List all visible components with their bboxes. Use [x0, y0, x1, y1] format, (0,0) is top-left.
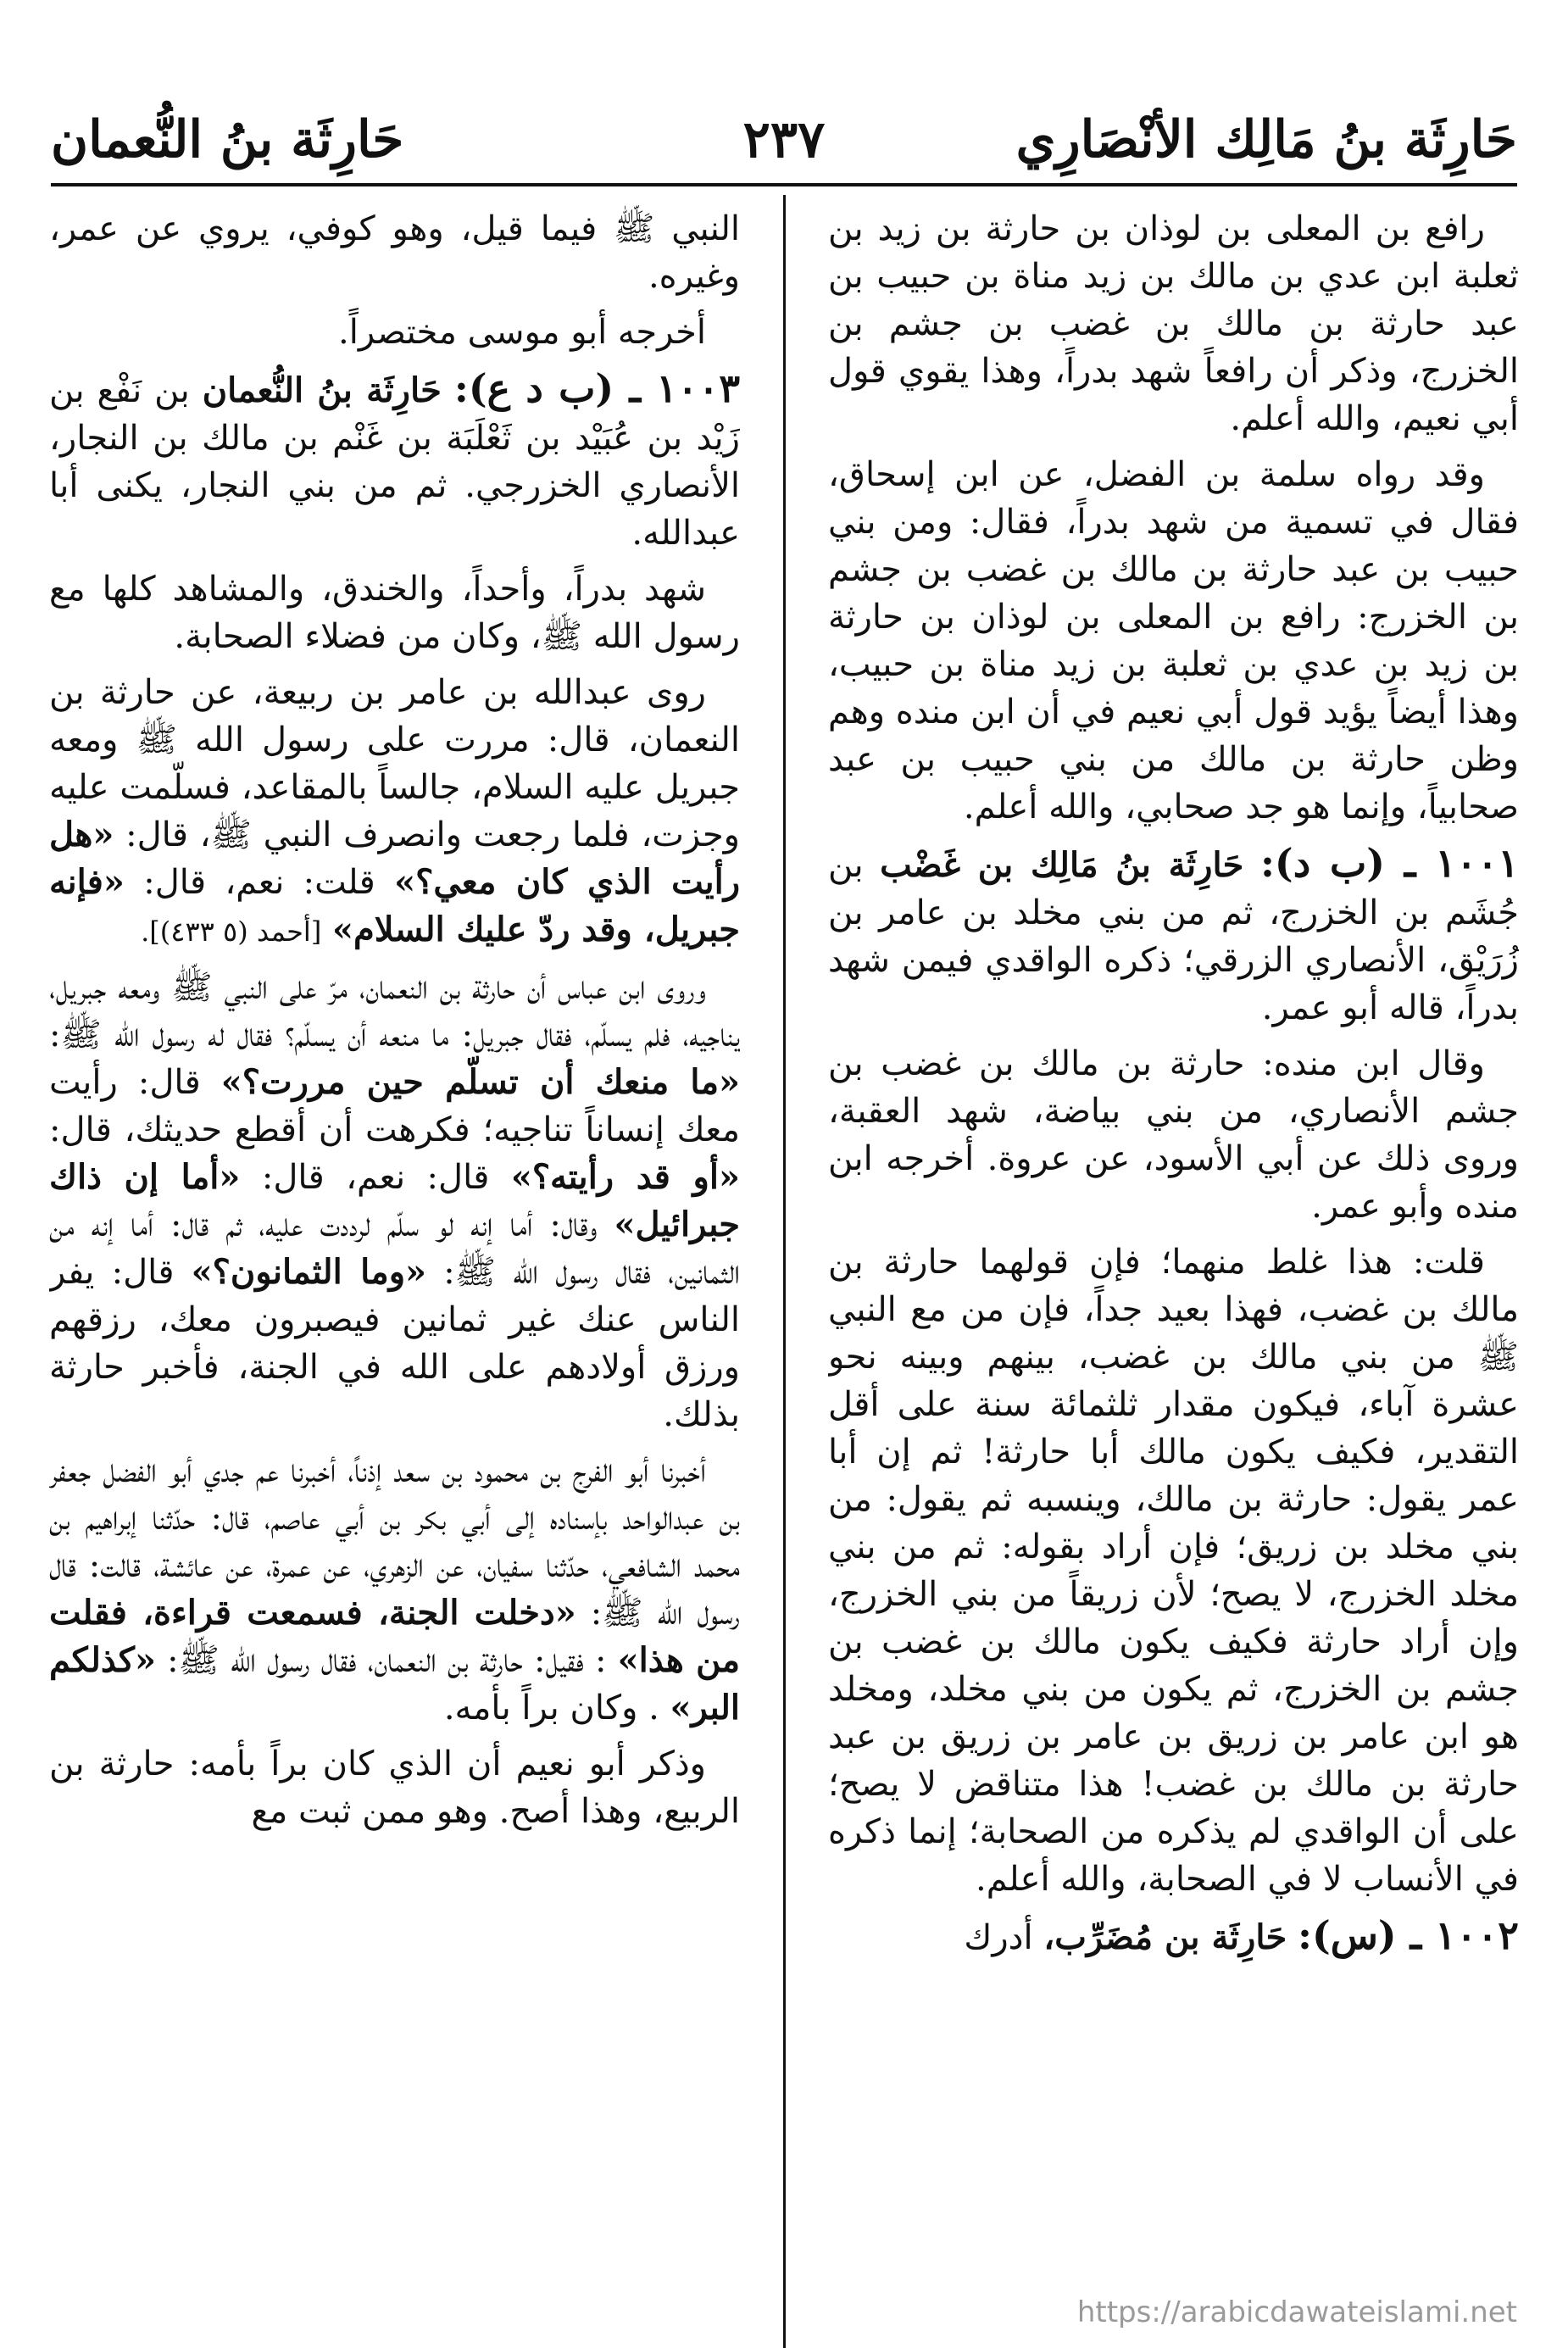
entry-name: حَارِثَة بنُ مَالِك بن غَضْب	[880, 845, 1244, 885]
entry-text: بن جُشَم بن الخزرج، ثم من بني مخلد بن عامر بن زُرَيْق، الأنصاري الزرقي؛ ذكره الواقدي فيمن شهد بدراً، قاله أبو عمر.	[828, 846, 1519, 1027]
narration-text: وروى ابن عباس أن حارثة بن النعمان، مرّ على النبي ﷺ ومعه جبريل، يناجيه، فلم يسلّم، فقال جبريل: ما منعه أن يسلّم؟ فقال له رسول الله ﷺ:	[49, 968, 740, 1054]
entry-name: حَارِثَة بنُ النُّعمان	[202, 370, 442, 410]
paragraph	[49, 669, 740, 955]
hadith-quote: «دخلت الجنة، فسمعت قراءة، فقلت من هذا»	[49, 1593, 740, 1680]
paragraph: قلت: هذا غلط منهما؛ فإن قولهما حارثة بن مالك بن غضب، فهذا بعيد جداً، فإن من مع النبي ﷺ من بني مالك بن غضب، بينهم وبينه نحو عشرة آباء، فيكون مقدار ثلثمائة سنة على أقل التقدير، فكيف يكون مالك أبا حارثة! ثم إن أبا عمر يقول: حارثة بن مالك، وينسبه ثم يقول: من بني مخلد بن زريق؛ فإن أراد بقوله: ثم من بني مخلد الخزرج، لا يصح؛ لأن زريقاً من بني الخزرج، وإن أراد حارثة فكيف يكون مالك بن غضب بن جشم بن الخزرج، ثم يكون من بني مخلد، ومخلد هو ابن عامر بن زريق بن عامر بن زريق بن عبد حارثة بن مالك بن غضب! هذا متناقض لا يصح؛ على أن الواقدي لم يذكره من الصحابة؛ إنما ذكره في الأنساب لا في الصحابة، والله أعلم.	[828, 1243, 1519, 1899]
header-left-title: حَارِثَة بنُ النُّعمان	[51, 110, 404, 170]
header-rule	[51, 183, 1517, 186]
header-right-title: حَارِثَة بنُ مَالِك الأنْصَارِي	[1015, 110, 1517, 170]
paragraph: شهد بدراً، وأحداً، والخندق، والمشاهد كلها مع رسول الله ﷺ، وكان من فضلاء الصحابة.	[49, 570, 740, 656]
hadith-quote: «أو قد رأيته؟»	[510, 1157, 740, 1197]
narration-text: روى عبدالله بن عامر بن ربيعة، عن حارثة بن النعمان، قال: مررت على رسول الله ﷺ ومعه جبريل عليه السلام، جالساً بالمقاعد، فسلّمت عليه وجزت، فلما رجعت وانصرف النبي ﷺ، قال:	[49, 673, 740, 854]
entry-text: أدرك	[964, 1918, 1033, 1957]
entry-number: ١٠٠٢ ـ (س):	[1298, 1912, 1519, 1958]
narration-text: قال: رأيت معك إنساناً تناجيه؛ فكرهت أن أقطع حديثك، قال:	[49, 1063, 740, 1149]
entry-name: حَارِثَة بن مُضَرِّب،	[1043, 1917, 1287, 1957]
narration-text: قال: نعم، قال:	[261, 1158, 490, 1197]
hadith-quote: «كذلكم البر»	[49, 1640, 740, 1728]
paragraph: وذكر أبو نعيم أن الذي كان براً بأمه: حارثة بن الربيع، وهذا أصح. وهو ممن ثبت مع	[49, 1744, 740, 1831]
narration-text: قلت: نعم، قال:	[143, 863, 375, 902]
narration-text: وقال: أما إنه لو سلّم لرددت عليه، ثم قال: أما إنه من الثمانين، فقال رسول الله ﷺ:	[49, 1205, 740, 1292]
entry-1001	[828, 839, 1519, 1032]
paragraph	[49, 1447, 740, 1732]
citation-reference: [أحمد (٥ ٤٣٣)].	[141, 915, 322, 948]
hadith-quote: «هل رأيت الذي كان معي؟»	[49, 815, 740, 902]
hadith-quote: «فإنه جبريل، وقد ردّ عليك السلام»	[49, 862, 740, 949]
entry-number: ١٠٠٣ ـ (ب د ع):	[453, 365, 740, 411]
narration-text: قال: يفر الناس عنك غير ثمانين فيصبرون معك، رزقهم ورزق أولادهم على الله في الجنة، فأخبر حارثة بذلك.	[49, 1253, 740, 1434]
running-header	[51, 93, 1517, 186]
left-column	[49, 205, 740, 2223]
page-number: ٢٣٧	[742, 110, 826, 170]
paragraph: وقال ابن منده: حارثة بن مالك بن غضب بن جشم الأنصاري، من بني بياضة، شهد العقبة، وروى ذلك عن أبي الأسود، عن عروة. أخرجه ابن منده وأبو عمر.	[828, 1044, 1519, 1226]
narration-text: أخبرنا أبو الفرج بن محمود بن سعد إذناً، أخبرنا عم جدي أبو الفضل جعفر بن عبدالواحد بإسناده إلى أبي بكر بن أبي عاصم، قال: حدّثنا إبراهيم بن محمد الشافعي، حدّثنا سفيان، عن الزهري، عن عمرة، عن عائشة، قالت: قال رسول الله ﷺ:	[49, 1451, 740, 1633]
hadith-quote: «أما إن ذاك جبرائيل»	[49, 1157, 740, 1244]
entry-1002	[828, 1911, 1519, 1961]
narration-text: : فقيل: حارثة بن النعمان، فقال رسول الله ﷺ:	[167, 1641, 607, 1680]
paragraph: أخرجه أبو موسى مختصراً.	[338, 313, 706, 352]
hadith-quote: «ما منعك أن تسلّم حين مررت؟»	[220, 1062, 740, 1102]
entry-number: ١٠٠١ ـ (ب د):	[1259, 840, 1519, 886]
paragraph: وقد رواه سلمة بن الفضل، عن ابن إسحاق، فقال في تسمية من شهد بدراً، فقال: ومن بني حبيب بن عبد حارثة بن مالك بن غضب بن جشم بن الخزرج: رافع بن المعلى بن لوذان بن حارثة بن زيد بن عدي بن ثعلبة بن زيد مناة بن حبيب، وهذا أيضاً يؤيد قول أبي نعيم في أن ابن منده وهم وظن حارثة بن مالك من بني حبيب بن عبد صحابياً، وإنما هو جد صحابي، والله أعلم.	[828, 455, 1519, 826]
hadith-quote: «وما الثمانون؟»	[191, 1252, 427, 1292]
paragraph	[49, 964, 740, 1438]
right-column	[828, 205, 1519, 2223]
entry-1003	[49, 364, 740, 557]
paragraph: النبي ﷺ فيما قيل، وهو كوفي، يروي عن عمر، وغيره.	[49, 209, 740, 296]
column-divider	[783, 195, 786, 2348]
source-url-watermark: https://arabicdawateislami.net	[1076, 2295, 1517, 2329]
entry-text: بن نَفْع بن زَيْد بن عُبَيْد بن ثَعْلَبَة بن غَنْم بن مالك بن النجار، الأنصاري الخزرجي. ثم من بني النجار، يكنى أبا عبدالله.	[49, 371, 740, 553]
paragraph: رافع بن المعلى بن لوذان بن حارثة بن زيد بن ثعلبة ابن عدي بن مالك بن زيد مناة بن حبيب بن عبد حارثة بن مالك بن غضب بن جشم بن الخزرج، وذكر أن رافعاً شهد بدراً، وهذا يقوي قول أبي نعيم، والله أعلم.	[828, 209, 1519, 438]
narration-text: . وكان براً بأمه.	[443, 1689, 659, 1728]
